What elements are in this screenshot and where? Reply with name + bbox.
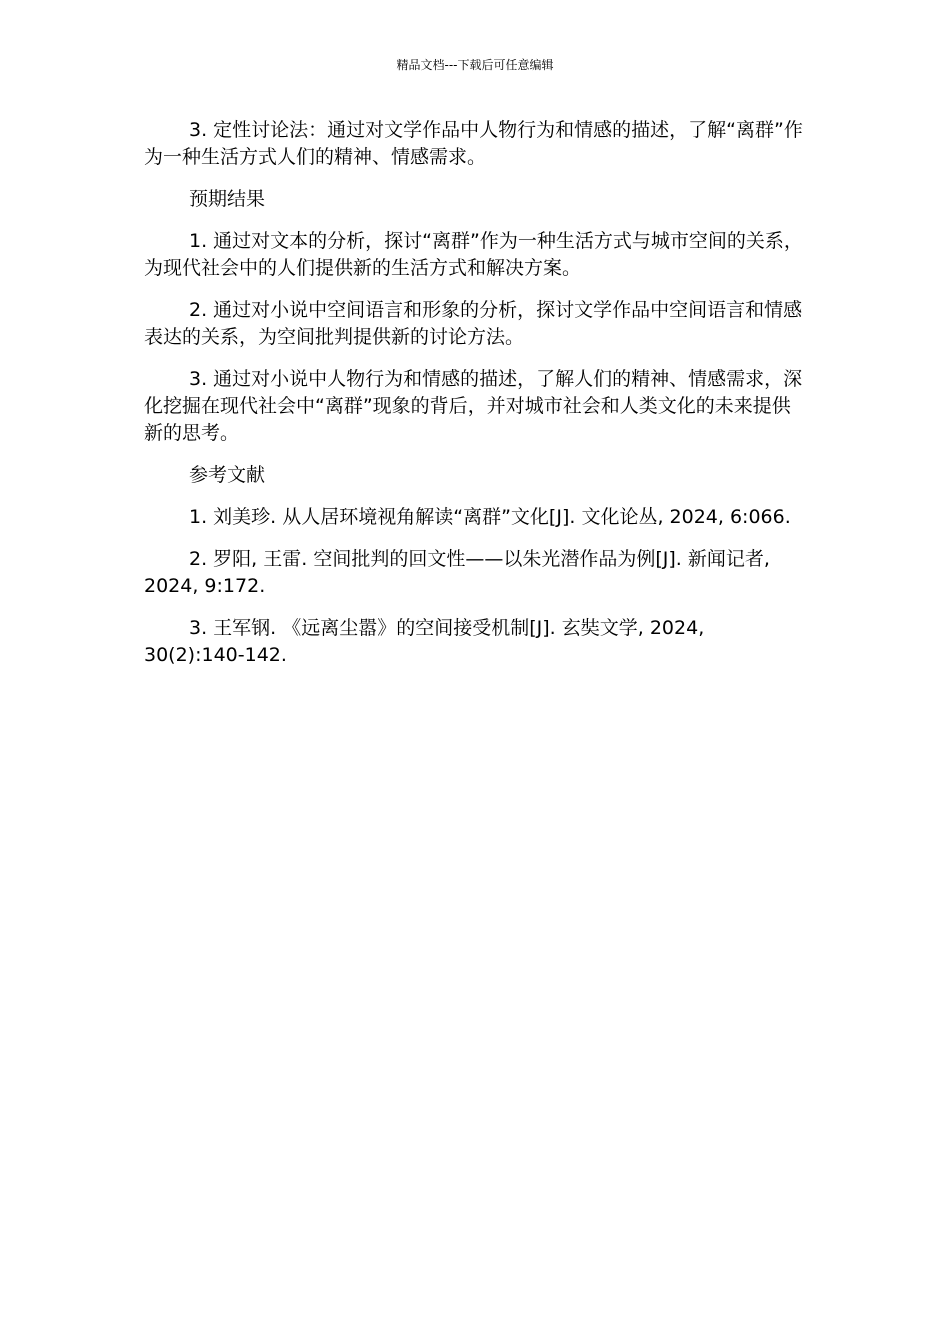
expected-results-heading: 预期结果 [189, 188, 266, 210]
reference-item-3: 3. 王军钢. 《远离尘嚣》的空间接受机制[J]. 玄奘文学, 2024, 30(2):140-142. [144, 617, 705, 666]
page-header: 精品文档---下载后可任意编辑 [396, 58, 554, 72]
reference-item-1: 1. 刘美珍. 从人居环境视角解读“离群”文化[J]. 文化论丛, 2024, 6:066. [189, 506, 791, 528]
references-heading: 参考文献 [189, 464, 266, 486]
method-item-3: 3. 定性讨论法：通过对文学作品中人物行为和情感的描述，了解“离群”作为一种生活方式人们的精神、情感需求。 [144, 119, 803, 168]
reference-item-2: 2. 罗阳, 王雷. 空间批判的回文性——以朱光潜作品为例[J]. 新闻记者, 2024, 9:172. [144, 548, 770, 597]
expected-result-item-3: 3. 通过对小说中人物行为和情感的描述，了解人们的精神、情感需求，深化挖掘在现代社会中“离群”现象的背后，并对城市社会和人类文化的未来提供新的思考。 [144, 368, 803, 444]
expected-result-item-2: 2. 通过对小说中空间语言和形象的分析，探讨文学作品中空间语言和情感表达的关系，为空间批判提供新的讨论方法。 [144, 299, 803, 348]
expected-result-item-1: 1. 通过对文本的分析，探讨“离群”作为一种生活方式与城市空间的关系，为现代社会中的人们提供新的生活方式和解决方案。 [144, 230, 803, 279]
document-body [144, 117, 804, 684]
